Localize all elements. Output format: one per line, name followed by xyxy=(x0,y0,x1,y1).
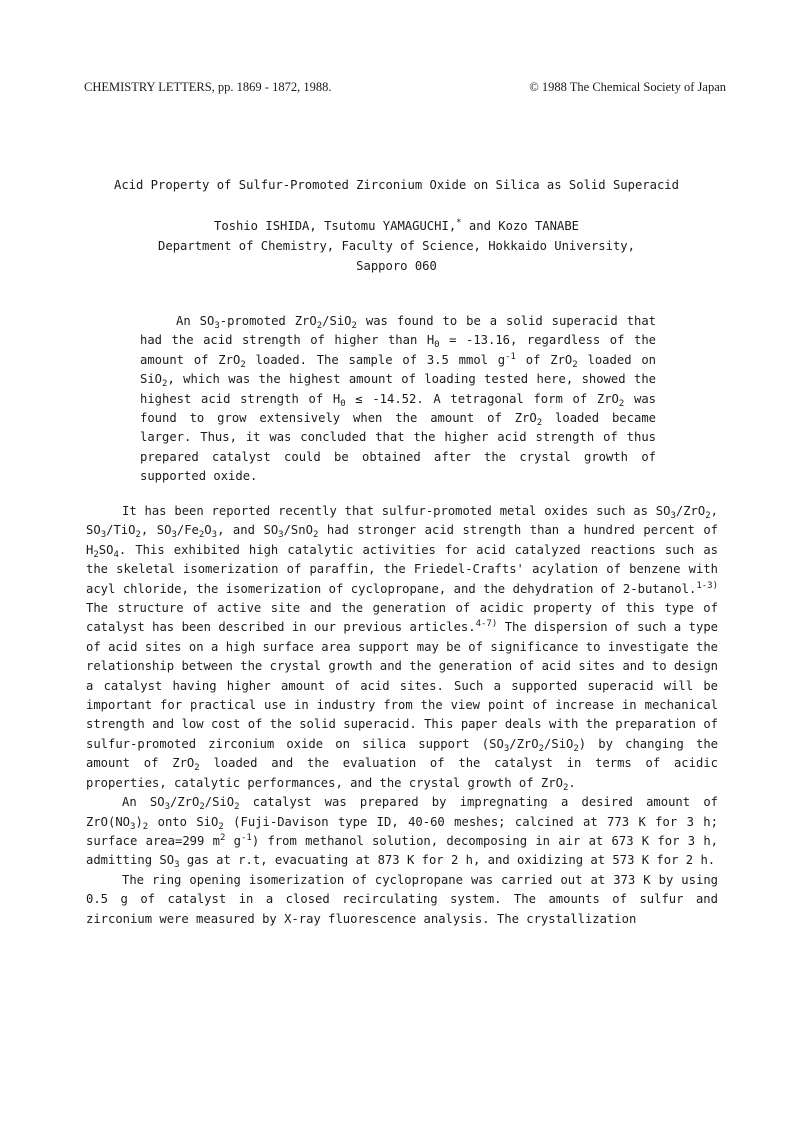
journal-citation: CHEMISTRY LETTERS, pp. 1869 - 1872, 1988. xyxy=(84,80,332,94)
paper-title: Acid Property of Sulfur-Promoted Zirconium Oxide on Silica as Solid Superacid xyxy=(114,178,679,192)
author-2: Tsutomu YAMAGUCHI xyxy=(324,219,449,233)
affiliation-line-1: Department of Chemistry, Faculty of Science, Hokkaido University, xyxy=(158,239,635,253)
author-block xyxy=(0,216,793,276)
corresponding-mark: * xyxy=(456,218,462,228)
paragraph-intro: It has been reported recently that sulfur-promoted metal oxides such as $SO_3/ZrO_2$, $SO_3/TiO_2$, $SO_3/Fe_2O_3$, and $SO_3/SnO_2$ had stronger acid strength than a hundred percent of $H_2SO_4$. This exhibited high catalytic activities for acid catalyzed reactions such as the skeletal isomerization of paraffin, the Friedel-Crafts' acylation of benzene with acyl chloride, the isomerization of cyclopropane, and the dehydration of 2-butanol.$^{1-3)}$ The structure of active site and the generation of acidic property of this type of catalyst has been described in our previous articles.$^{4-7)}$ The dispersion of such a type of acid sites on a high surface area support may be of significance to investigate the relationship between the crystal growth and the generation of acid sites and to design a catalyst having higher amount of acid sites. Such a supported superacid will be important for practical use in industry from the view point of increase in mechanical strength and low cost of the solid superacid. This paper deals with the preparation of sulfur-promoted zirconium oxide on silica support $(SO_3/ZrO_2/SiO_2)$ by changing the amount of ZrO$_2$ loaded and the evaluation of the catalyst in terms of acidic properties, catalytic performances, and the crystal growth of ZrO$_2$. xyxy=(86,504,719,793)
paragraph-isomerization: The ring opening isomerization of cyclopropane was carried out at 373 K by using 0.5 g of catalyst in a closed recirculating system. The amounts of sulfur and zirconium were measured by X-ray fluorescence analysis. The crystallization xyxy=(86,872,718,926)
author-3: Kozo TANABE xyxy=(498,219,579,233)
author-names: Toshio ISHIDA, Tsutomu YAMAGUCHI,* and Kozo TANABE xyxy=(214,218,579,233)
affiliation-line-2: Sapporo 060 xyxy=(356,259,437,273)
abstract xyxy=(140,312,656,487)
abstract-text: An $SO_3$-promoted ZrO$_2$/SiO$_2$ was found to be a solid superacid that had the acid strength of higher than $H_0 = -13.16$, regardless of the amount of ZrO$_2$ loaded. The sample of 3.5 mmol $g^{-1}$ of ZrO$_2$ loaded on SiO$_2$, which was the highest amount of loading tested here, showed the highest acid strength of $H_0 \le -14.52$. A tetragonal form of ZrO$_2$ was found to grow extensively when the amount of ZrO$_2$ loaded became larger. Thus, it was concluded that the higher acid strength of thus prepared catalyst could be obtained after the crystal growth of supported oxide. xyxy=(140,314,657,484)
paragraph-preparation: An $SO_3/ZrO_2/SiO_2$ catalyst was prepared by impregnating a desired amount of $ZrO(NO_3)_2$ onto SiO$_2$ (Fuji-Davison type ID, 40-60 meshes; calcined at 773 K for 3 h; surface area=299 $m^2$ $g^{-1}$) from methanol solution, decomposing in air at 673 K for 3 h, admitting $SO_3$ gas at r.t, evacuating at 873 K for 2 h, and oxidizing at 573 K for 2 h. xyxy=(86,795,718,871)
copyright-notice: © 1988 The Chemical Society of Japan xyxy=(529,80,726,94)
body-text xyxy=(86,502,718,929)
journal-header xyxy=(84,80,726,100)
author-1: Toshio ISHIDA xyxy=(214,219,310,233)
